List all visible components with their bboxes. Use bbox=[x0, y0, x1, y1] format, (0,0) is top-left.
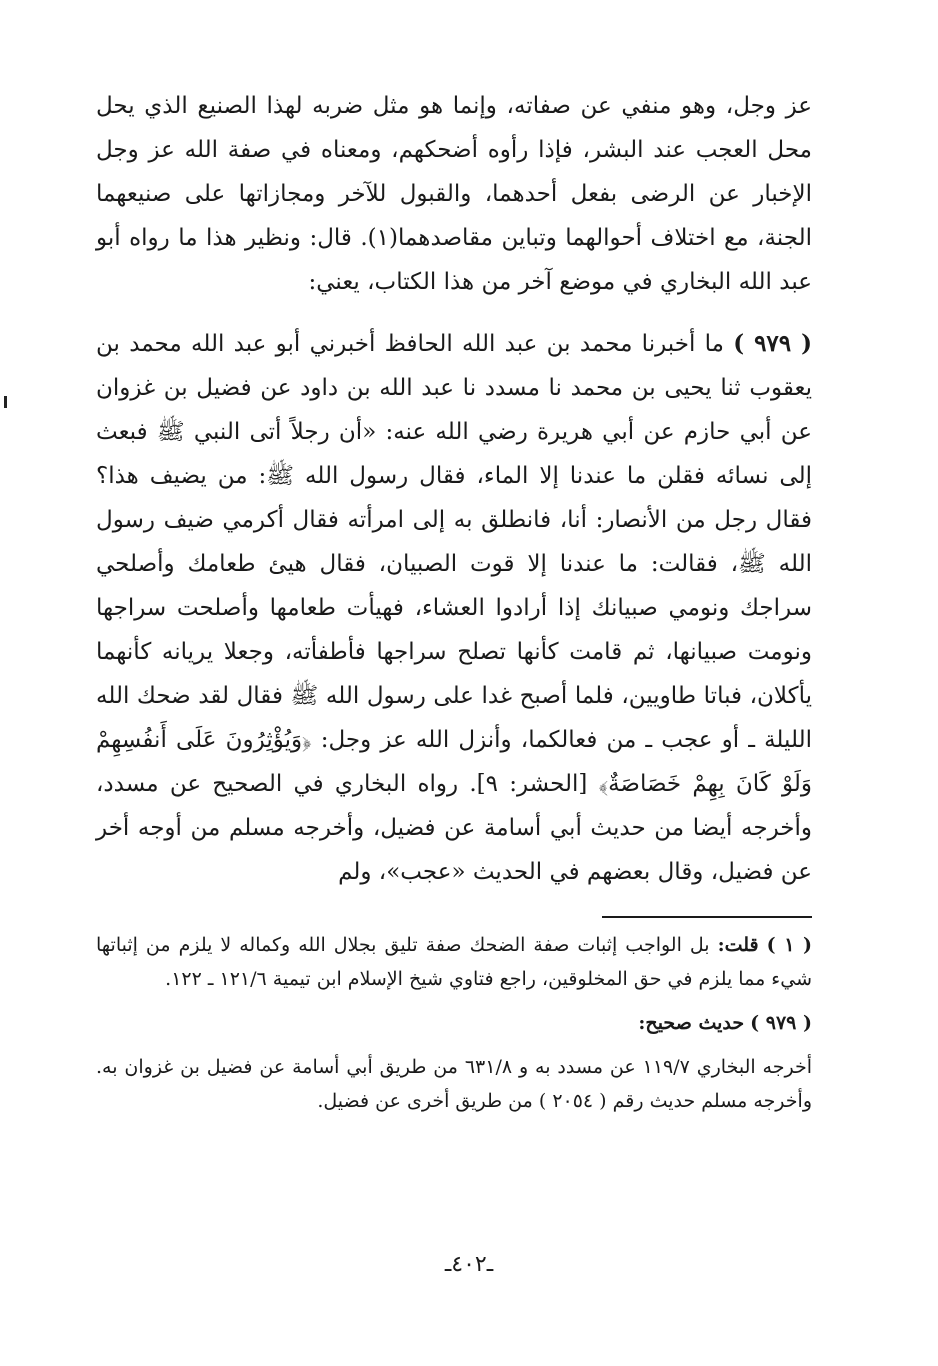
footnote-1 bbox=[96, 928, 812, 996]
footnote-979-text: أخرجه البخاري ١١٩/٧ عن مسدد به و ٦٣١/٨ من طريق أبي أسامة عن فضيل بن غزوان به. وأخرجه مسلم حديث رقم ( ٢٠٥٤ ) من طريق أخرى عن فضيل. bbox=[96, 1056, 812, 1112]
scan-mark bbox=[4, 396, 7, 408]
hadith-text: ما أخبرنا محمد بن عبد الله الحافظ أخبرني أبو عبد الله محمد بن يعقوب ثنا يحيى بن محمد نا مسدد نا عبد الله بن داود عن فضيل بن غزوان عن أبي حازم عن أبي هريرة رضي الله عنه: «أن رجلاً أتى النبي ﷺ فبعث إلى نسائه فقلن ما عندنا إلا الماء، فقال رسول الله ﷺ: من يضيف هذا؟ فقال رجل من الأنصار: أنا، فانطلق به إلى امرأته فقال أكرمي ضيف رسول الله ﷺ، فقالت: ما عندنا إلا قوت الصبيان، فقال هيئ طعامك وأصلحي سراجك ونومي صبيانك إذا أرادوا العشاء، فهيأت طعامها وأصلحت سراجها ونومت صبيانها، ثم قامت كأنها تصلح سراجها فأطفأته، وجعلا يريانه كأنهما يأكلان، فباتا طاويين، فلما أصبح غدا على رسول الله ﷺ فقال لقد ضحك الله الليلة ـ أو عجب ـ من فعالكما، وأنزل الله عز وجل: ﴿وَيُؤْثِرُونَ عَلَى أَنفُسِهِمْ وَلَوْ كَانَ بِهِمْ خَصَاصَةٌ﴾ [الحشر: ٩]. رواه البخاري في الصحيح عن مسدد، وأخرجه أيضا من حديث أبي أسامة عن فضيل، وأخرجه مسلم من أوجه أخر عن فضيل، وقال بعضهم في الحديث «عجب»، ولم bbox=[96, 331, 812, 885]
footnote-text: بل الواجب إثبات صفة الضحك صفة تليق بجلال الله وكماله لا يلزم من إثباتها شيء مما يلزم في حق المخلوقين، راجع فتاوي شيخ الإسلام ابن تيمية ١٢١/٦ ـ ١٢٢. bbox=[96, 934, 812, 990]
hadith-paragraph bbox=[96, 322, 812, 894]
main-text bbox=[96, 84, 812, 894]
footnote-marker: ( ١ ) bbox=[766, 934, 813, 956]
page-content bbox=[96, 84, 812, 1118]
hadith-number: ( ٩٧٩ ) bbox=[733, 330, 812, 357]
footnotes bbox=[96, 928, 812, 1118]
footnote-divider bbox=[602, 916, 812, 918]
footnote-heading: قلت: bbox=[717, 934, 759, 956]
footnote-heading: حديث صحيح: bbox=[638, 1012, 745, 1034]
commentary-paragraph: عز وجل، وهو منفي عن صفاته، وإنما هو مثل ضربه لهذا الصنيع الذي يحل محل العجب عند البشر، فإذا رأوه أضحكهم، ومعناه في صفة الله عز وجل الإخبار عن الرضى بفعل أحدهما، والقبول للآخر ومجازاتها على صنيعهما الجنة، مع اختلاف أحوالهما وتباين مقاصدهما(١). قال: ونظير هذا ما رواه أبو عبد الله البخاري في موضع آخر من هذا الكتاب، يعني: bbox=[96, 93, 812, 295]
footnote-979-heading-line bbox=[96, 1006, 812, 1040]
footnote-marker: ( ٩٧٩ ) bbox=[750, 1012, 812, 1034]
page-number: ـ٤٠٢ـ bbox=[444, 1252, 494, 1277]
